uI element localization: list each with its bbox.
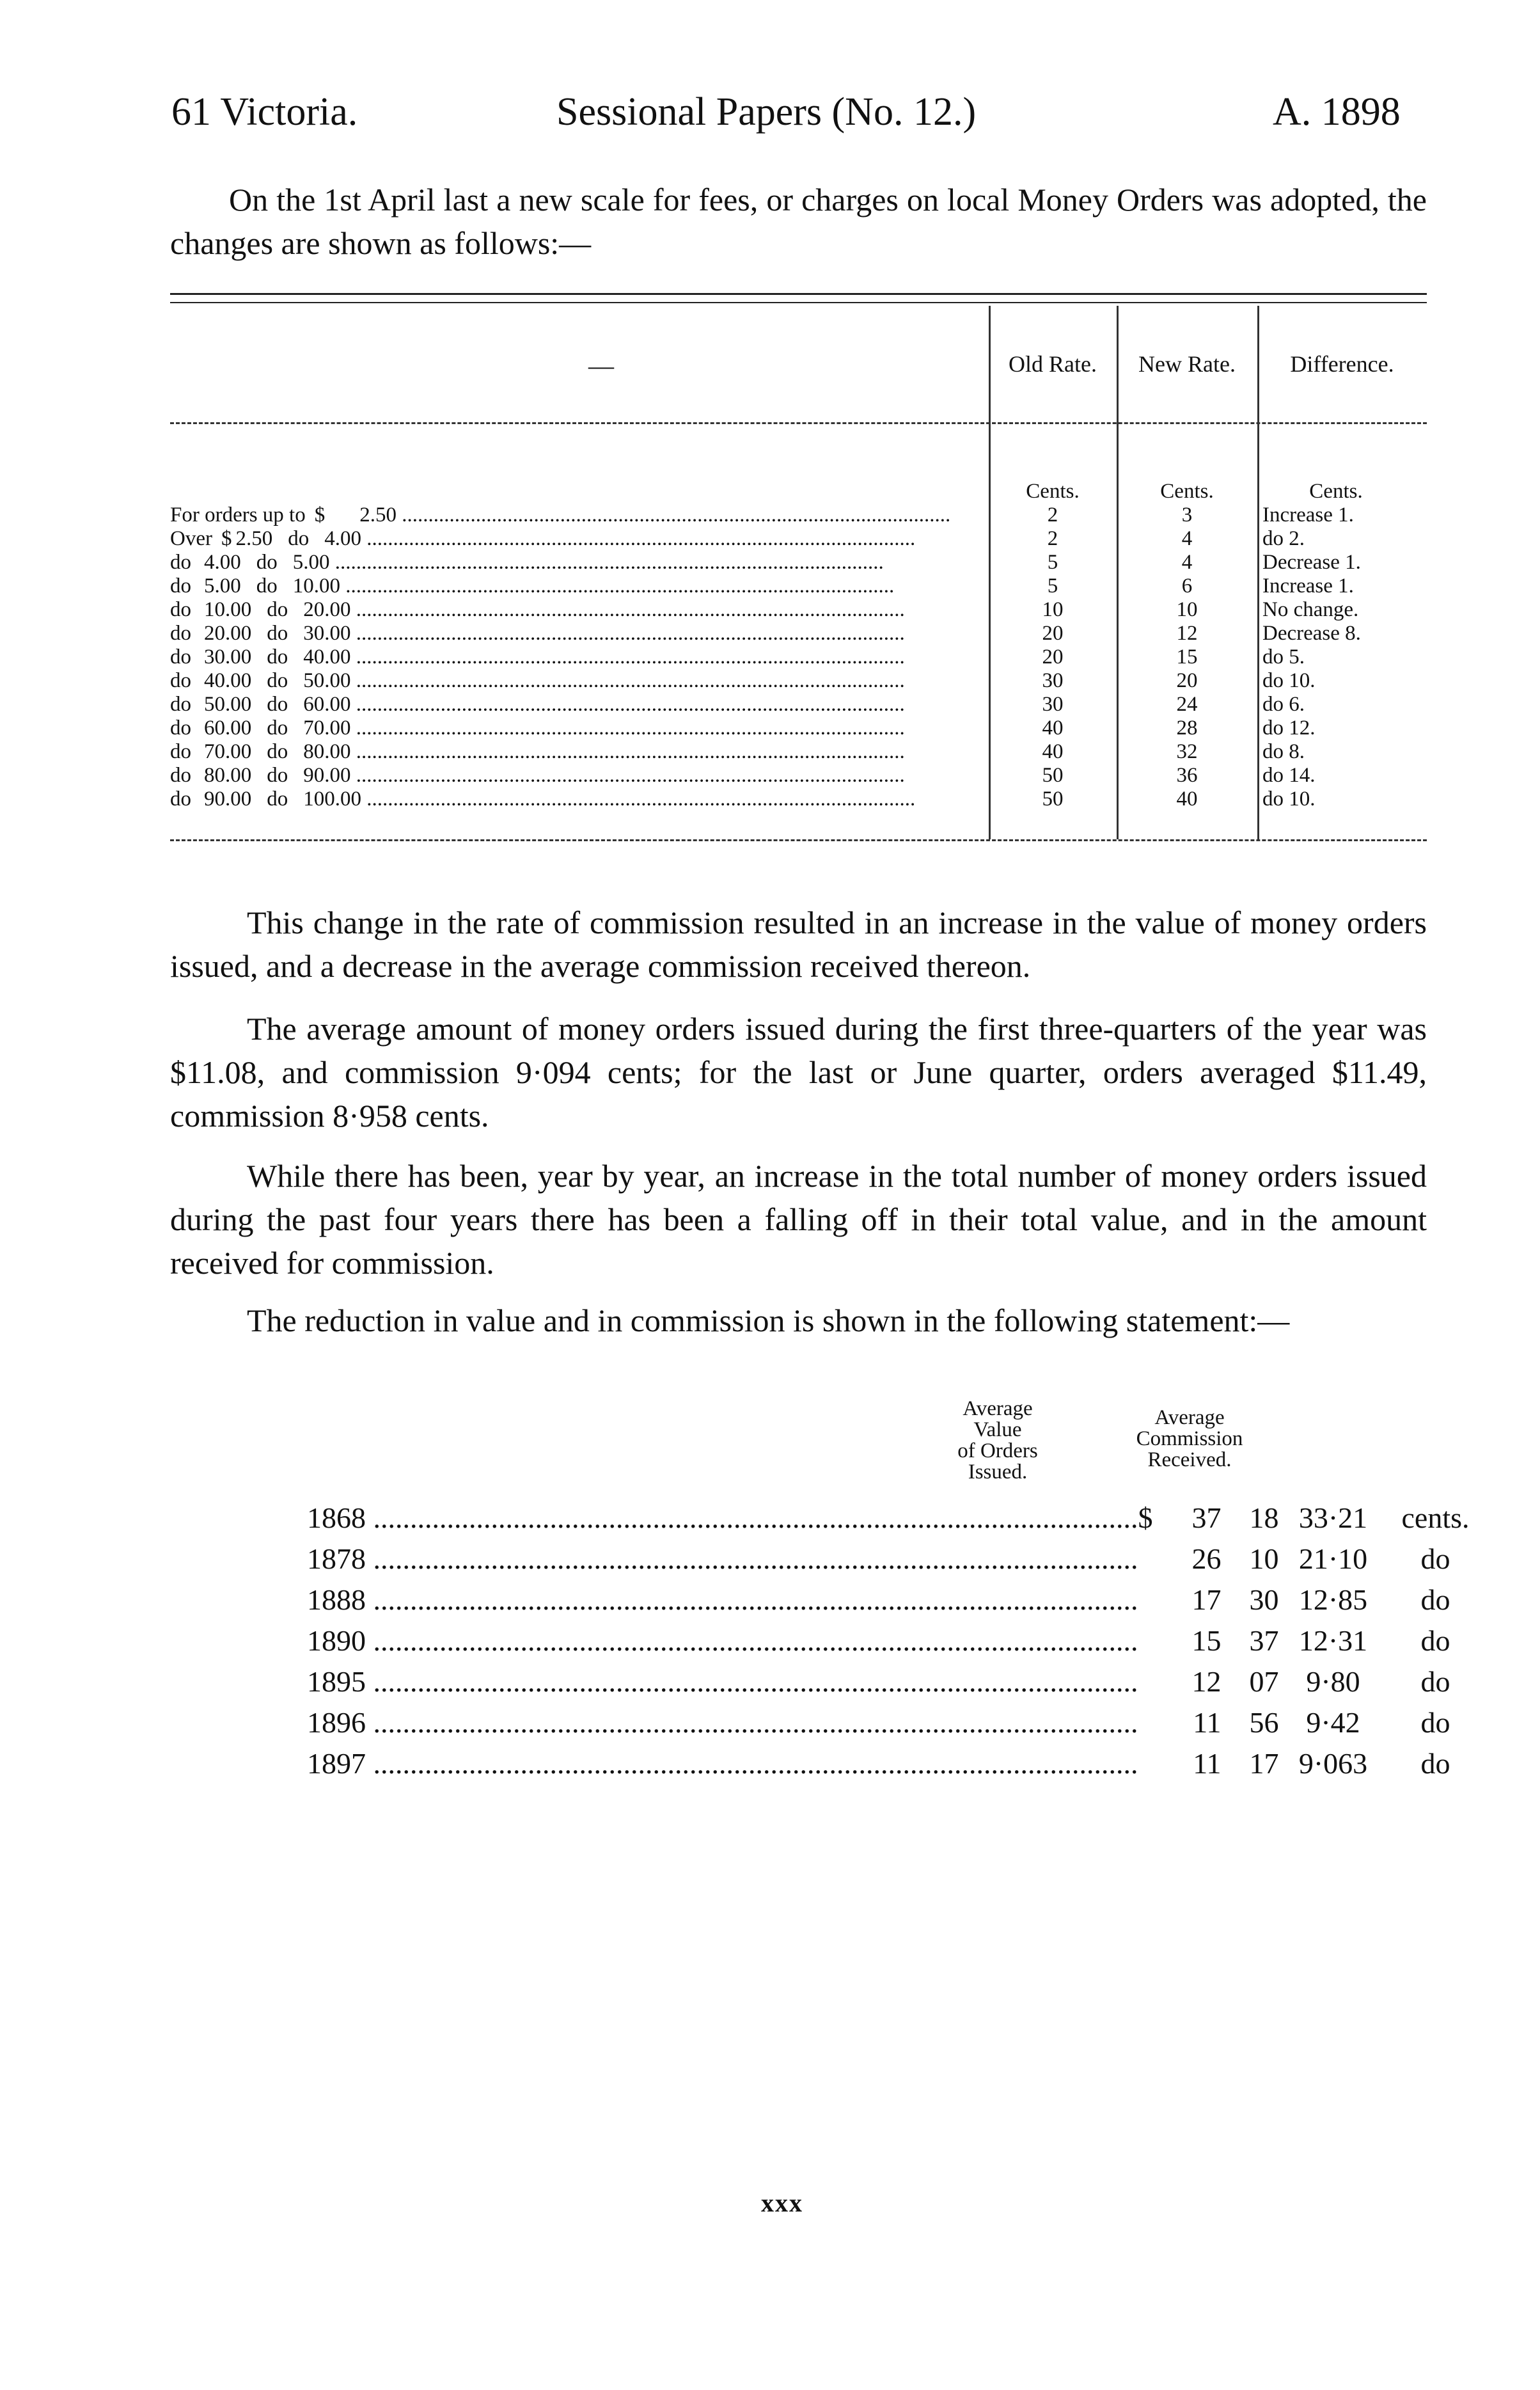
range-cell [170,693,989,716]
range-prefix: do [170,622,191,645]
difference-cell: do 6. [1262,693,1305,716]
table-top-rule [170,293,1427,295]
year-label: 1888 ..... [307,1583,1138,1616]
fee-row [170,764,1410,787]
currency-cell [1138,1620,1158,1661]
year-cell [307,1497,1138,1538]
average-row [307,1579,1484,1620]
fee-rows [170,503,1410,811]
range-to: 2.50 [359,503,397,526]
range-from: 20.00 [204,622,252,645]
intro-paragraph: On the 1st April last a new scale for fees, or charges on local Money Orders was adopted, the changes are shown as follows:— [170,182,1427,261]
range-prefix: do [170,645,191,669]
average-dollars-cell: 37 [1191,1501,1222,1534]
range-prefix: do [170,740,191,763]
paragraph-reduction-statement: The reduction in value and in commission is shown in the following statement:— [247,1302,1290,1338]
range-ditto: do [267,669,288,692]
range-cell [170,740,989,764]
range-from: 5.00 [204,574,241,598]
range-ditto: do [267,740,288,763]
commission-unit-cell: do [1420,1746,1450,1780]
average-commission-cell: 12·31 [1298,1624,1368,1657]
range-ditto: do [267,598,288,621]
range-from: 90.00 [204,787,252,811]
new-rate-cell: 4 [1181,551,1193,574]
average-cents-cell: 10 [1249,1542,1279,1575]
fee-row [170,693,1410,716]
units-row [170,480,1410,503]
range-currency: $ [221,527,232,550]
average-cents-cell: 37 [1249,1624,1279,1657]
range-prefix: For orders up to [170,503,306,526]
range-prefix: do [170,551,191,574]
old-rate-cell: 2 [1047,527,1058,550]
currency-cell: $ [1138,1501,1153,1534]
range-cell [170,574,989,598]
fee-row [170,551,1410,574]
average-row [307,1538,1484,1579]
difference-cell: Increase 1. [1262,503,1354,526]
table-top-rule-thin [170,302,1427,303]
year-cell [307,1579,1138,1620]
old-rate-cell: 30 [1042,669,1064,692]
new-rate-cell: 12 [1176,622,1198,645]
old-rate-cell: 2 [1047,503,1058,526]
new-rate-cell: 4 [1181,527,1193,550]
range-from: 60.00 [204,716,252,740]
average-row [307,1661,1484,1702]
new-rate-cell: 6 [1181,574,1193,598]
year-cell [307,1661,1138,1702]
old-rate-cell: 5 [1047,574,1058,598]
difference-cell: No change. [1262,598,1359,621]
range-ditto: do [256,551,278,574]
range-prefix: do [170,598,191,621]
range-prefix: do [170,716,191,740]
average-commission-cell: 21·10 [1298,1542,1368,1575]
old-rate-cell: 40 [1042,716,1064,740]
header-year: A. 1898 [1273,90,1401,134]
difference-heading: Difference. [1290,351,1394,377]
fee-row [170,622,1410,645]
difference-cell: do 2. [1262,527,1305,550]
currency-cell [1138,1579,1158,1620]
range-ditto: do [267,764,288,787]
range-ditto: do [267,693,288,716]
range-ditto: do [267,622,288,645]
range-to: 70.00 [303,716,351,740]
fee-row [170,598,1410,622]
difference-cell: do 12. [1262,716,1316,740]
old-rate-cell: 40 [1042,740,1064,763]
range-cell [170,787,989,811]
table-header-rule [170,422,1427,424]
average-commission-cell: 33·21 [1298,1501,1368,1534]
difference-cell: Increase 1. [1262,574,1354,598]
fee-row [170,740,1410,764]
range-from: 2.50 [235,527,273,550]
average-cents-cell: 30 [1249,1583,1279,1616]
average-commission-cell: 9·063 [1298,1746,1368,1780]
range-to: 80.00 [303,740,351,763]
range-to: 20.00 [303,598,351,621]
year-cell [307,1538,1138,1579]
commission-unit-cell: do [1420,1542,1450,1575]
year-cell [307,1620,1138,1661]
difference-unit: Cents. [1309,480,1363,503]
year-label: 1895 ..... [307,1665,1138,1698]
fee-row [170,669,1410,693]
range-to: 4.00 [324,527,361,550]
average-dollars-cell: 26 [1191,1542,1222,1575]
table-bottom-rule [170,839,1427,841]
average-cents-cell: 07 [1249,1665,1279,1698]
range-ditto: do [256,574,278,598]
page-number: xxx [761,2188,803,2217]
year-label: 1890 ..... [307,1624,1138,1657]
difference-cell: Decrease 8. [1262,622,1361,645]
old-rate-cell: 30 [1042,693,1064,716]
new-rate-cell: 28 [1176,716,1198,740]
average-dollars-cell: 17 [1191,1583,1222,1616]
new-rate-cell: 40 [1176,787,1198,811]
average-dollars-cell: 11 [1193,1705,1222,1739]
range-from: 40.00 [204,669,252,692]
range-cell [170,645,989,669]
difference-cell: do 10. [1262,787,1316,811]
average-commission-cell: 9·80 [1306,1665,1360,1698]
average-cents-cell: 18 [1249,1501,1279,1534]
range-prefix: Over [170,527,212,550]
old-rate-cell: 5 [1047,551,1058,574]
range-from: 50.00 [204,693,252,716]
average-cents-cell: 56 [1249,1705,1279,1739]
average-dollars-cell: 15 [1191,1624,1222,1657]
average-commission-cell: 9·42 [1306,1705,1360,1739]
range-cell [170,669,989,693]
average-commission-cell: 12·85 [1298,1583,1368,1616]
range-prefix: do [170,764,191,787]
average-row [307,1702,1484,1743]
paragraph-rate-change: This change in the rate of commission resulted in an increase in the value of money orders issued, and a decrease in the average commission received thereon. [170,905,1427,984]
range-to: 40.00 [303,645,351,669]
currency-cell [1138,1538,1158,1579]
average-row [307,1497,1484,1538]
average-statement-table [307,1497,1484,1784]
range-to: 10.00 [292,574,340,598]
new-rate-cell: 3 [1181,503,1193,526]
paragraph-falling-off: While there has been, year by year, an increase in the total number of money orders issued during the past four years there has been a falling off in their total value, and in the amount received for commission. [170,1158,1427,1281]
range-prefix: do [170,574,191,598]
average-cents-cell: 17 [1249,1746,1279,1780]
year-cell [307,1702,1138,1743]
new-rate-cell: 10 [1176,598,1198,621]
difference-cell: do 10. [1262,669,1316,692]
range-cell [170,716,989,740]
new-rate-cell: 36 [1176,764,1198,787]
fee-row [170,503,1410,527]
average-value-heading: Average Value of Orders Issued. [957,1397,1038,1484]
range-ditto: do [288,527,310,550]
year-cell [307,1743,1138,1784]
range-to: 100.00 [303,787,361,811]
range-to: 60.00 [303,693,351,716]
range-prefix: do [170,693,191,716]
range-to: 30.00 [303,622,351,645]
average-commission-heading: Average Commission Received. [1136,1406,1243,1471]
old-rate-cell: 20 [1042,645,1064,669]
range-prefix: do [170,787,191,811]
range-from: 80.00 [204,764,252,787]
paragraph-average-amount: The average amount of money orders issued during the first three-quarters of the year was $11.08, and commission 9·094 cents; for the last or June quarter, orders averaged $11.49, commission 8·958 cents. [170,1011,1427,1134]
range-cell [170,503,989,527]
new-rate-unit: Cents. [1160,480,1214,503]
range-cell [170,764,989,787]
average-row [307,1620,1484,1661]
new-rate-cell: 24 [1176,693,1198,716]
range-from: 4.00 [204,551,241,574]
average-dollars-cell: 11 [1193,1746,1222,1780]
commission-unit-cell: cents. [1401,1501,1470,1534]
range-cell [170,551,989,574]
range-from: 70.00 [204,740,252,763]
blank-column-heading: — [588,351,614,380]
new-rate-cell: 32 [1176,740,1198,763]
currency-cell [1138,1661,1158,1702]
range-cell [170,622,989,645]
header-title: Sessional Papers (No. 12.) [556,90,977,134]
new-rate-heading: New Rate. [1138,351,1236,377]
currency-cell [1138,1743,1158,1784]
fee-row [170,645,1410,669]
year-label: 1897 ..... [307,1747,1138,1780]
currency-cell [1138,1702,1158,1743]
fee-row [170,787,1410,811]
fee-row [170,716,1410,740]
old-rate-cell: 20 [1042,622,1064,645]
range-cell [170,598,989,622]
average-row [307,1743,1484,1784]
commission-unit-cell: do [1420,1665,1450,1698]
range-currency: $ [314,503,326,526]
difference-cell: do 5. [1262,645,1305,669]
average-dollars-cell: 12 [1191,1665,1222,1698]
average-rows [307,1497,1484,1784]
commission-unit-cell: do [1420,1624,1450,1657]
old-rate-unit: Cents. [1026,480,1080,503]
range-to: 5.00 [292,551,330,574]
range-to: 90.00 [303,764,351,787]
range-prefix: do [170,669,191,692]
fee-scale-table [170,480,1410,811]
range-cell [170,527,989,551]
commission-unit-cell: do [1420,1705,1450,1739]
range-ditto: do [267,787,288,811]
range-ditto: do [267,716,288,740]
old-rate-cell: 50 [1042,764,1064,787]
new-rate-cell: 20 [1176,669,1198,692]
range-from: 30.00 [204,645,252,669]
year-label: 1878 ..... [307,1542,1138,1575]
year-label: 1896 ..... [307,1706,1138,1739]
commission-unit-cell: do [1420,1583,1450,1616]
range-to: 50.00 [303,669,351,692]
old-rate-cell: 10 [1042,598,1064,621]
difference-cell: do 14. [1262,764,1316,787]
range-from: 10.00 [204,598,252,621]
fee-row [170,527,1410,551]
range-ditto: do [267,645,288,669]
year-label: 1868 ..... [307,1501,1138,1534]
header-volume: 61 Victoria. [171,90,358,134]
new-rate-cell: 15 [1176,645,1198,669]
old-rate-heading: Old Rate. [1009,351,1097,377]
difference-cell: do 8. [1262,740,1305,763]
difference-cell: Decrease 1. [1262,551,1361,574]
old-rate-cell: 50 [1042,787,1064,811]
fee-row [170,574,1410,598]
